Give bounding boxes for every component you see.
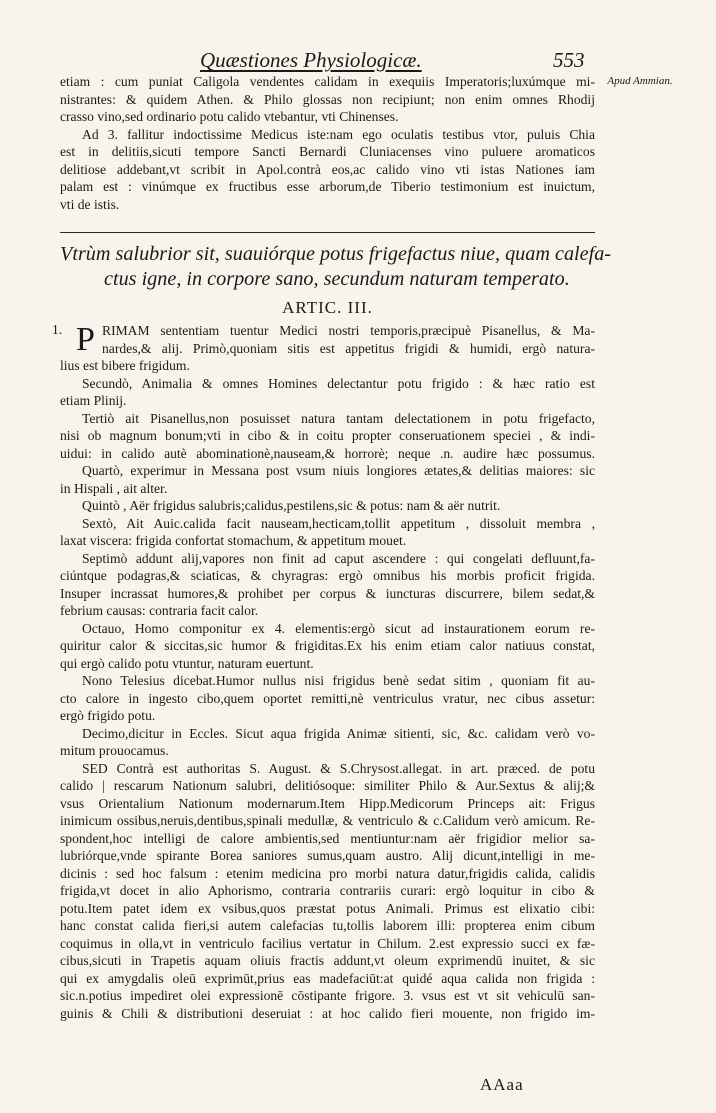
- text-line: Ad 3. fallitur indoctissime Medicus iste:nam ego oculatis testibus vtor, puluis Chia: [82, 126, 595, 142]
- text-line: Quintò , Aër frigidus salubris;calidus,pestilens,sic & potus: nam & aër nutrit.: [82, 498, 501, 513]
- text-line: sic.n.potius impediret olei expressionē cōstipante frigore. 3. vsus est vt sit vehiculū san-: [60, 988, 595, 1003]
- text-line: nisi ob magnum bonum;vti in cibo & in coitu propter conseruationem speciei , & indi-: [60, 428, 595, 443]
- heading-line: Vtrùm salubrior sit, suauiórque potus frigefactus niue, quam calefa-: [60, 243, 612, 265]
- text-line: SED Contrà est authoritas S. August. & S.Chrysost.allegat. in art. præced. de potu: [82, 760, 595, 776]
- text-line: crasso vino,sed ordinario potu calido vtebantur, vti Chinenses.: [60, 109, 399, 124]
- text-line: Quartò, experimur in Messana post vsum niuis longiores ætates,& delitias maiores: sic: [82, 463, 595, 478]
- text-line: Octauo, Homo componitur ex 4. elementis:ergò sicut ad instaurationem eorum re-: [82, 620, 595, 636]
- text-line: Sextò, Ait Auic.calida facit nauseam,hecticam,tollit appetitum , dissoluit membra ,: [82, 515, 595, 531]
- text-line: dicinis : sed hoc falsum : etenim medicina pro morbi natura datur,frigidis calida, calidis: [60, 865, 595, 881]
- text-line: qui ergò calido potu vtuntur, naturam euertunt.: [60, 655, 314, 671]
- text-line: febrium causas: contraria facit calor.: [60, 603, 259, 618]
- text-line: mitum prouocamus.: [60, 743, 169, 758]
- text-line: spondent,hoc intelligi de calore ambientis,sed mentiuntur:nam aër frigidior melior sa-: [60, 830, 595, 846]
- text-line: hanc constat calida fieri,si autem calefacias tu,tollis laborem illi: propterea enim cibum: [60, 918, 595, 933]
- section-rule: [60, 232, 595, 233]
- text-line: Decimo,dicitur in Eccles. Sicut aqua frigida Animæ sitienti, sic, &c. calidam verò vo-: [82, 725, 595, 741]
- text-line: etiam : cum puniat Caligola vendentes calidam in exequiis Imperatoris;luxúmque mi-: [60, 74, 595, 89]
- page-number: 553: [553, 48, 585, 72]
- text-line: Insuper incrassat humores,& prohibet per corpus & iuncturas discurrere, bilem sedat,&: [60, 585, 595, 601]
- text-line: Tertiò ait Pisanellus,non posuisset natura tantam delectationem in potu frigefacto,: [82, 410, 595, 426]
- text-line: vti de istis.: [60, 196, 120, 212]
- text-line: laxat viscera: frigida confortat stomachum, & appetitum mouet.: [60, 533, 407, 548]
- text-line: nardes,& alij. Primò,quoniam sitis est appetitus frigidi & humidi, ergò natura-: [102, 340, 595, 356]
- text-line: inimicum ossibus,neruis,dentibus,spinali medullæ, & ventriculo & c.Calidum verò amicum. Re-: [60, 813, 595, 828]
- text-line: vsus Orientalium Nationum modernarum.Item Hipp.Medicorum Princeps ait: Frigus: [60, 795, 595, 811]
- drop-cap: P: [76, 321, 95, 358]
- text-line: Nono Telesius dicebat.Humor nullus nisi frigidus benè sedat sitim , quoniam fit au-: [82, 673, 595, 688]
- paragraph-number: 1.: [52, 322, 63, 337]
- text-line: uidui: in calido autè abominationè,nauseam,& horrorè; neque .n. audire hæc possumus.: [60, 445, 595, 461]
- text-line: potu.Item patet idem ex vsibus,quos præstat potus Animali. Primus est elixatio cibi:: [60, 900, 595, 916]
- article-heading: [60, 242, 612, 292]
- article-number: ARTIC. III.: [282, 298, 373, 317]
- text-line: est in delitiis,sicuti tempore Sancti Bernardi Cluniacenses vino puluere aromaticos: [60, 144, 595, 159]
- text-line: Septimò addunt alij,vapores non finit ad caput ascendere : qui congelati defluunt,fa-: [82, 550, 595, 566]
- text-line: calido | rescarum Nationum salubri, delitiósoque: similiter Philo & Aur.Sextus & alij;&: [60, 778, 595, 793]
- text-line: cibus,sicuti in Trapetis aquam oliuis fractis addunt,vt oleum exprimendū inuitet, & sic: [60, 953, 595, 968]
- text-line: lubriórque,vnde spirante Borea saniores sumus,quam austro. Alij dicunt,intelligi in me-: [60, 848, 595, 863]
- heading-line: ctus igne, in corpore sano, secundum naturam temperato.: [104, 268, 570, 290]
- text-line: lius est bibere frigidum.: [60, 358, 190, 373]
- running-title: Quæstiones Physiologicæ.: [200, 48, 422, 72]
- text-line: delitiose addebant,vt scribit in Apol.contrà eos,ac calido vino vti istas Nationes iam: [60, 161, 595, 177]
- text-line: qui ex amygdalis oleū exprimūt,prius eas madefaciūt:at quidé aqua calida non frigida :: [60, 970, 595, 986]
- margin-note: Apud Ammian.: [607, 75, 673, 87]
- intro-paragraph: [60, 73, 595, 213]
- text-line: frigida,vt docet in alio Aphorismo, contraria contrariis curari: ergò loquitur in cibo &: [60, 883, 595, 898]
- text-line: cto calore in ingesto cibo,quem oportet remitti,nè ventriculus vratur, nec cibus assetur:: [60, 690, 595, 706]
- text-line: Secundò, Animalia & omnes Homines delectantur potu frigido : & hæc ratio est: [82, 375, 595, 391]
- text-line: ergò frigido potu.: [60, 708, 156, 723]
- text-line: in Hispali , ait alter.: [60, 480, 168, 496]
- text-line: coquimus in olla,vt in ventriculo facilius vertatur in Chilum. 2.est expressio succi ex fæ-: [60, 935, 595, 951]
- text-line: ciúntque podagras,& sciaticas, & chyragras: ergò omnibus his morbis proficit frigida.: [60, 568, 595, 583]
- text-line: etiam Plinij.: [60, 393, 127, 408]
- text-line: RIMAM sententiam tuentur Medici nostri temporis,præcipuè Pisanellus, & Ma-: [102, 323, 595, 338]
- text-line: quiritur calor & siccitas,sic humor & frigiditas.Ex his enim etiam calor natiuus constat,: [60, 638, 595, 653]
- text-line: guinis & Chili & distributioni deseruiat : at hoc calido fieri mouente, non frigido im-: [60, 1005, 595, 1021]
- text-line: palam est : vinúmque ex fructibus esse arborum,de Tiberio testimonium est inuictum,: [60, 179, 595, 194]
- signature-mark: AAaa: [480, 1075, 524, 1094]
- text-line: nistrantes: & quidem Athen. & Philo glossas non recipiunt; non enim omnes Rhodij: [60, 91, 595, 107]
- article-body: [52, 321, 595, 1022]
- running-header: [0, 48, 716, 74]
